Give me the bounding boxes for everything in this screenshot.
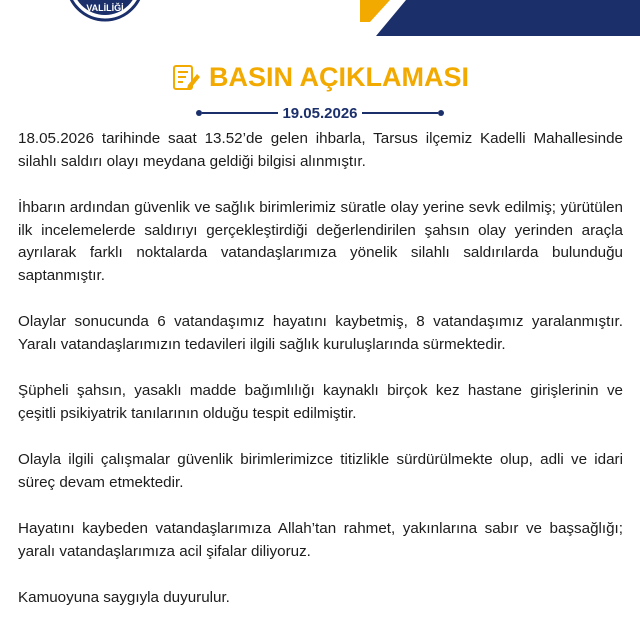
date-divider-dot xyxy=(438,110,444,116)
seal-text: VALİLİĞİ xyxy=(86,3,124,13)
closing-line: Kamuoyuna saygıyla duyurulur. xyxy=(18,589,230,606)
paragraph: Olaylar sonucunda 6 vatandaşımız hayatını kaybetmiş, 8 vatandaşımız yaralanmıştır. Yaralı vatandaşlarımızın tedavileri ilgili sağlık kuruluşlarında sürmektedir. xyxy=(18,313,623,353)
governorship-seal xyxy=(62,0,148,22)
release-date: 19.05.2026 xyxy=(282,104,358,122)
date-divider-right xyxy=(362,112,438,114)
document-pen-icon xyxy=(171,63,201,93)
paragraph: Hayatını kaybeden vatandaşlarımıza Allah’tan rahmet, yakınlarına sabır ve başsağlığı; yaralı vatandaşlarımıza acil şifalar diliyoruz. xyxy=(18,520,623,560)
paragraph: 18.05.2026 tarihinde saat 13.52’de gelen ihbarla, Tarsus ilçemiz Kadelli Mahallesinde silahlı saldırı olayı meydana geldiği bilgisi alınmıştır. xyxy=(18,130,623,170)
paragraph: Şüpheli şahsın, yasaklı madde bağımlılığı kaynaklı birçok kez hastane girişlerinin ve çeşitli psikiyatrik tanılarının olduğu tespit edilmiştir. xyxy=(18,382,623,422)
date-row xyxy=(0,103,640,123)
date-divider-left xyxy=(202,112,278,114)
page-title: BASIN AÇIKLAMASI xyxy=(209,62,469,92)
paragraph: İhbarın ardından güvenlik ve sağlık birimlerimiz süratle olay yerine sevk edilmiş; yürütülen ilk incelemelerde saldırıyı gerçekleştirdiği değerlendirilen şahsın olay yerinden araçla ayrılarak farklı noktalarda vatandaşlarımıza yönelik silahlı saldırılarda bulunduğu saptanmıştır. xyxy=(18,199,623,284)
title-row xyxy=(0,62,640,93)
header-stripes xyxy=(360,0,640,36)
statement-body xyxy=(18,128,623,610)
paragraph: Olayla ilgili çalışmalar güvenlik birimlerimizce titizlikle sürdürülmekte olup, adli ve idari süreç devam etmektedir. xyxy=(18,451,623,491)
